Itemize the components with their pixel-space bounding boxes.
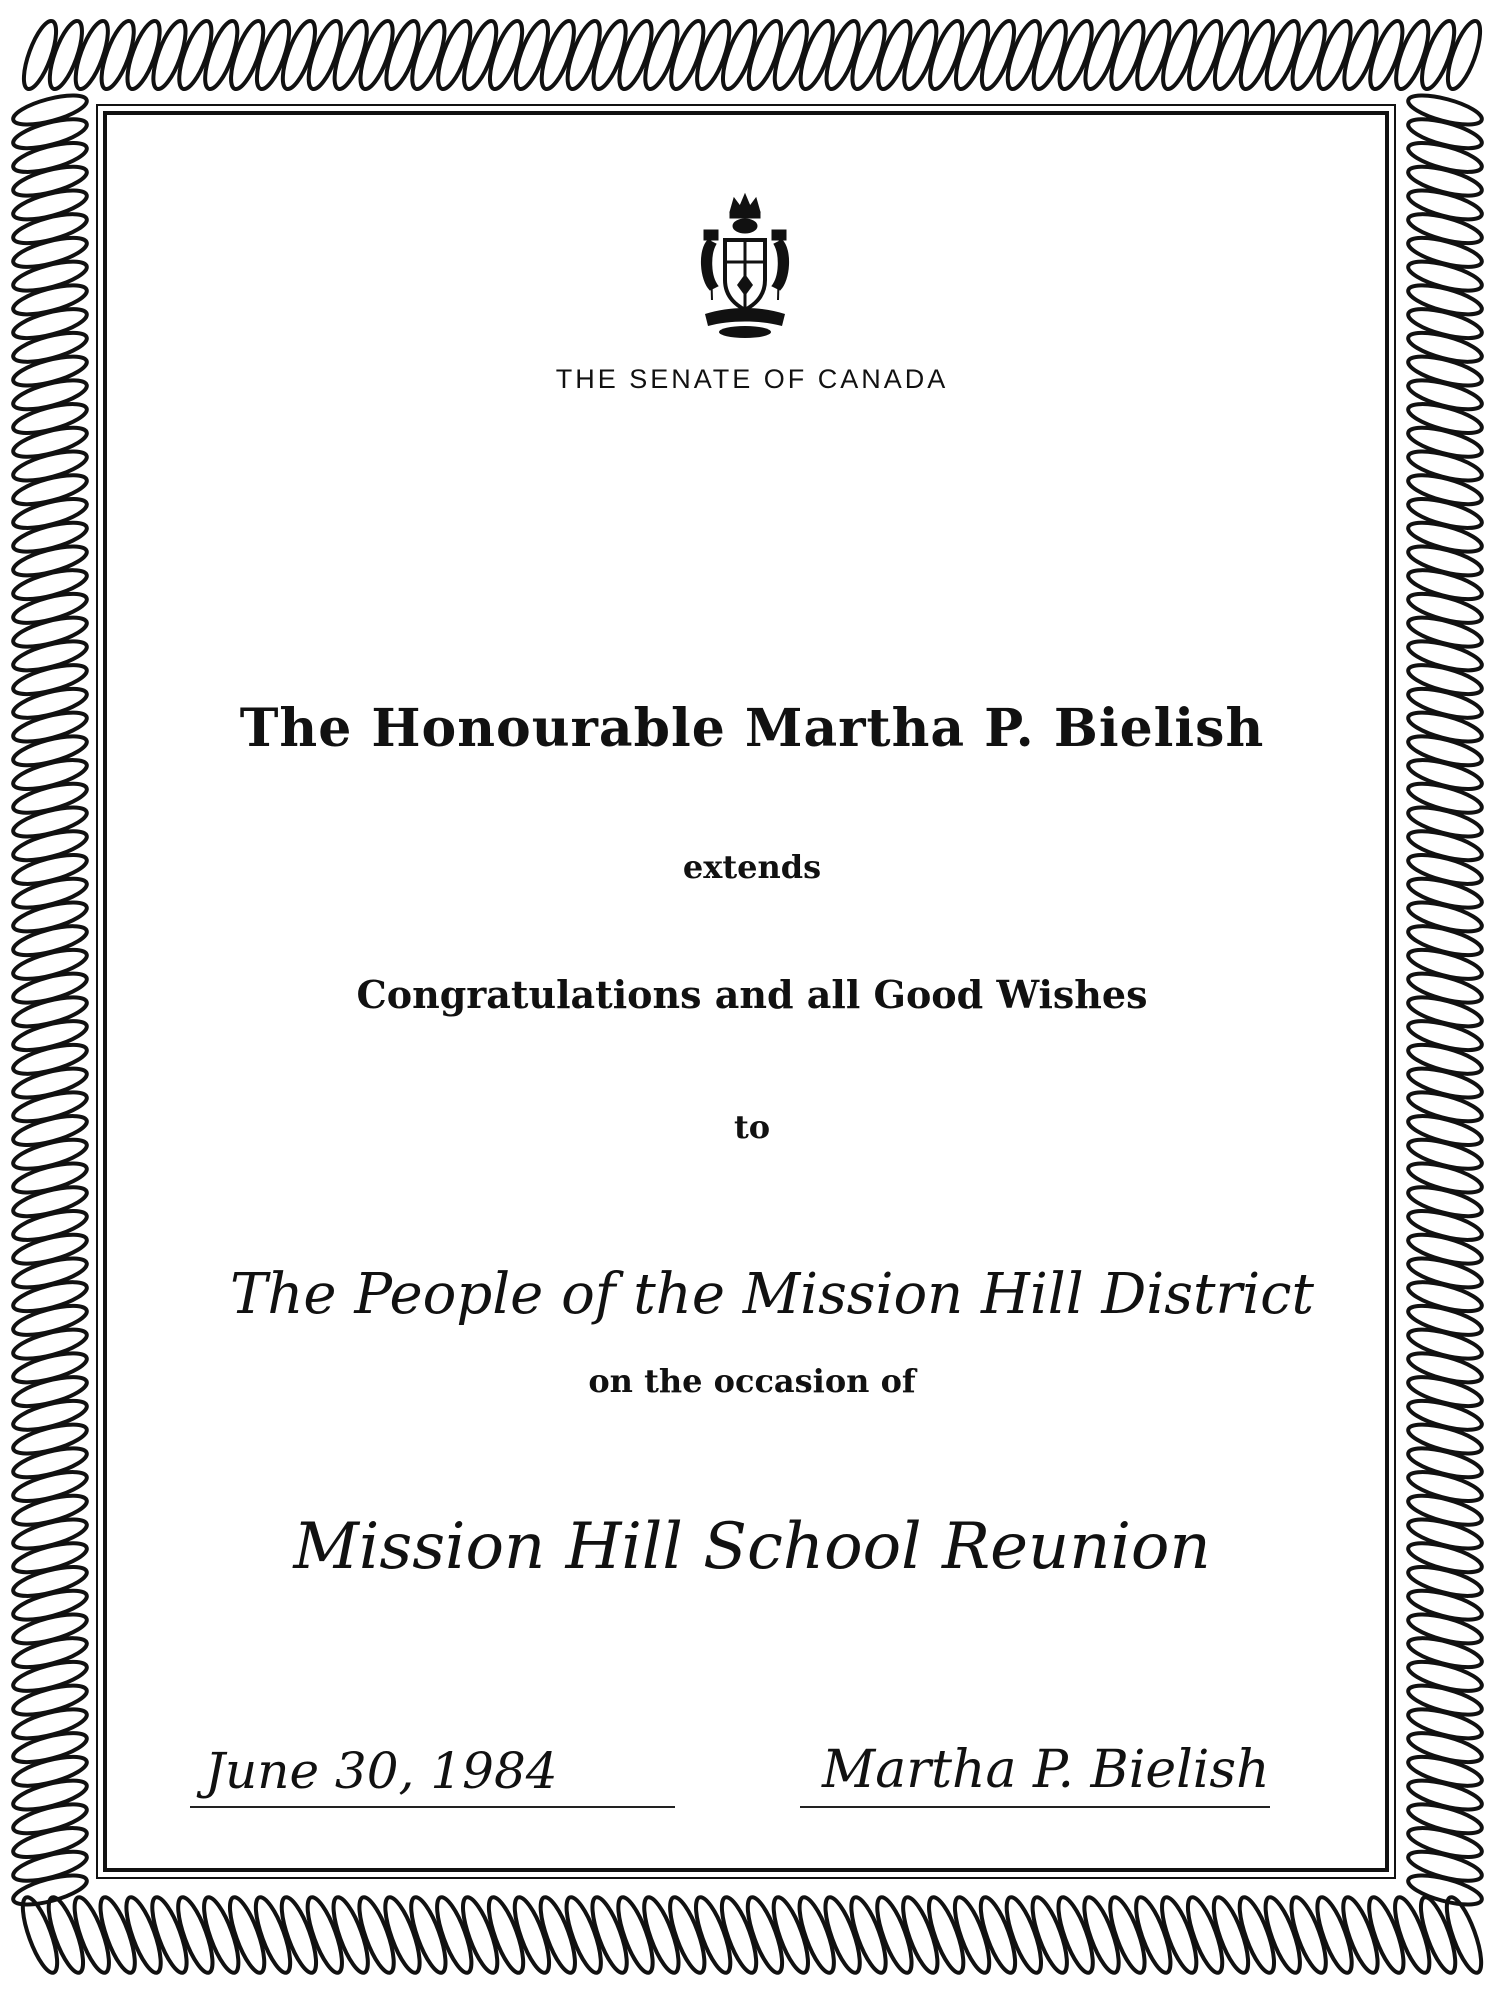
to-text: to [733,1108,771,1146]
occasion-text: Mission Hill School Reunion [293,1510,1211,1584]
extends-text: extends [682,848,822,886]
message-text: Congratulations and all Good Wishes [356,972,1148,1017]
recipient-text: The People of the Mission Hill District [229,1262,1314,1327]
coat-of-arms-icon [690,190,800,340]
signature-line [800,1806,1270,1808]
issuer-name: The Honourable Martha P. Bielish [239,698,1265,759]
date-line [190,1806,675,1808]
signature: Martha P. Bielish [822,1740,1270,1800]
date-text: June 30, 1984 [205,1742,558,1800]
senate-title: THE SENATE OF CANADA [555,364,949,394]
occasion-intro: on the occasion of [588,1362,916,1400]
